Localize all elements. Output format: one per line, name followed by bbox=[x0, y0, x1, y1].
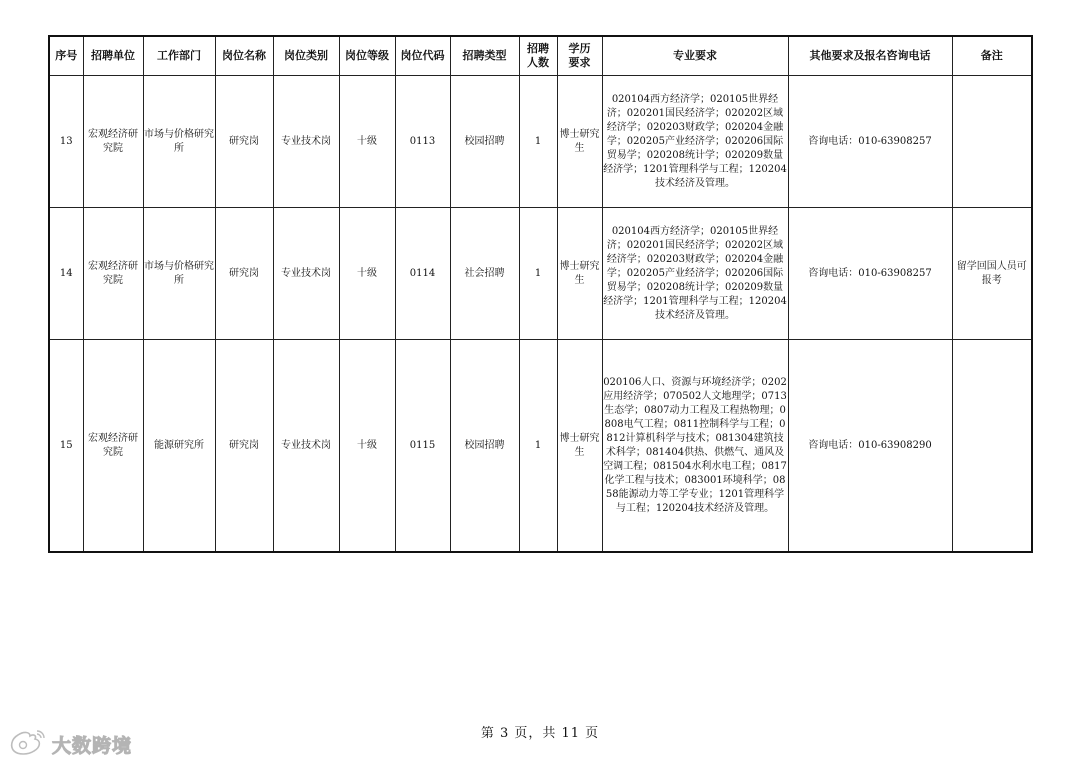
cell-contact: 咨询电话：010-63908257 bbox=[788, 76, 952, 208]
cell-no: 13 bbox=[49, 76, 83, 208]
header-type: 招聘类型 bbox=[450, 36, 519, 76]
cell-level: 十级 bbox=[339, 76, 395, 208]
cell-code: 0113 bbox=[395, 76, 450, 208]
cell-category: 专业技术岗 bbox=[273, 208, 339, 340]
header-post: 岗位名称 bbox=[215, 36, 273, 76]
cell-post: 研究岗 bbox=[215, 208, 273, 340]
cell-level: 十级 bbox=[339, 340, 395, 553]
header-category: 岗位类别 bbox=[273, 36, 339, 76]
cell-type: 社会招聘 bbox=[450, 208, 519, 340]
cell-remark bbox=[952, 340, 1032, 553]
cell-count: 1 bbox=[519, 208, 557, 340]
cell-count: 1 bbox=[519, 340, 557, 553]
cell-remark: 留学回国人员可报考 bbox=[952, 208, 1032, 340]
weibo-logo-icon bbox=[8, 727, 48, 761]
cell-category: 专业技术岗 bbox=[273, 340, 339, 553]
cell-level: 十级 bbox=[339, 208, 395, 340]
cell-major: 020104西方经济学；020105世界经济；020201国民经济学；020202区域经济学；020203财政学；020204金融学；020205产业经济学；020206国际贸易学；020208统计学；020209数量经济学；1201管理科学与工程；120204技术经济及管理。 bbox=[602, 208, 788, 340]
header-level: 岗位等级 bbox=[339, 36, 395, 76]
cell-count: 1 bbox=[519, 76, 557, 208]
header-major: 专业要求 bbox=[602, 36, 788, 76]
cell-type: 校园招聘 bbox=[450, 76, 519, 208]
header-dept: 工作部门 bbox=[143, 36, 215, 76]
table-row bbox=[49, 76, 1032, 208]
cell-unit: 宏观经济研究院 bbox=[83, 340, 143, 553]
header-remark: 备注 bbox=[952, 36, 1032, 76]
header-code: 岗位代码 bbox=[395, 36, 450, 76]
watermark-text: 大数跨境 bbox=[52, 734, 133, 757]
table-header-row bbox=[49, 36, 1032, 76]
cell-type: 校园招聘 bbox=[450, 340, 519, 553]
page-number: 第 3 页，共 11 页 bbox=[480, 726, 600, 741]
cell-no: 14 bbox=[49, 208, 83, 340]
header-contact: 其他要求及报名咨询电话 bbox=[788, 36, 952, 76]
cell-remark bbox=[952, 76, 1032, 208]
cell-edu: 博士研究生 bbox=[557, 340, 602, 553]
header-no: 序号 bbox=[49, 36, 83, 76]
recruitment-table bbox=[48, 35, 1033, 553]
cell-dept: 市场与价格研究所 bbox=[143, 208, 215, 340]
cell-dept: 能源研究所 bbox=[143, 340, 215, 553]
header-edu: 学历 要求 bbox=[557, 36, 602, 76]
table-row bbox=[49, 340, 1032, 553]
cell-no: 15 bbox=[49, 340, 83, 553]
cell-edu: 博士研究生 bbox=[557, 208, 602, 340]
header-count: 招聘 人数 bbox=[519, 36, 557, 76]
cell-code: 0115 bbox=[395, 340, 450, 553]
cell-contact: 咨询电话：010-63908290 bbox=[788, 340, 952, 553]
cell-dept: 市场与价格研究所 bbox=[143, 76, 215, 208]
cell-unit: 宏观经济研究院 bbox=[83, 208, 143, 340]
header-unit: 招聘单位 bbox=[83, 36, 143, 76]
cell-post: 研究岗 bbox=[215, 340, 273, 553]
cell-category: 专业技术岗 bbox=[273, 76, 339, 208]
table-row bbox=[49, 208, 1032, 340]
cell-major: 020106人口、资源与环境经济学；0202应用经济学；070502人文地理学；0713生态学；0807动力工程及工程热物理；0808电气工程；0811控制科学与工程；0812计算机科学与技术；081304建筑技术科学；081404供热、供燃气、通风及空调工程；081504水利水电工程；0817化学工程与技术；083001环境科学；0858能源动力等工学专业；1201管理科学与工程；120204技术经济及管理。 bbox=[602, 340, 788, 553]
cell-unit: 宏观经济研究院 bbox=[83, 76, 143, 208]
cell-contact: 咨询电话：010-63908257 bbox=[788, 208, 952, 340]
watermark bbox=[8, 728, 148, 760]
cell-edu: 博士研究生 bbox=[557, 76, 602, 208]
cell-major: 020104西方经济学；020105世界经济；020201国民经济学；020202区域经济学；020203财政学；020204金融学；020205产业经济学；020206国际贸易学；020208统计学；020209数量经济学；1201管理科学与工程；120204技术经济及管理。 bbox=[602, 76, 788, 208]
cell-code: 0114 bbox=[395, 208, 450, 340]
cell-post: 研究岗 bbox=[215, 76, 273, 208]
